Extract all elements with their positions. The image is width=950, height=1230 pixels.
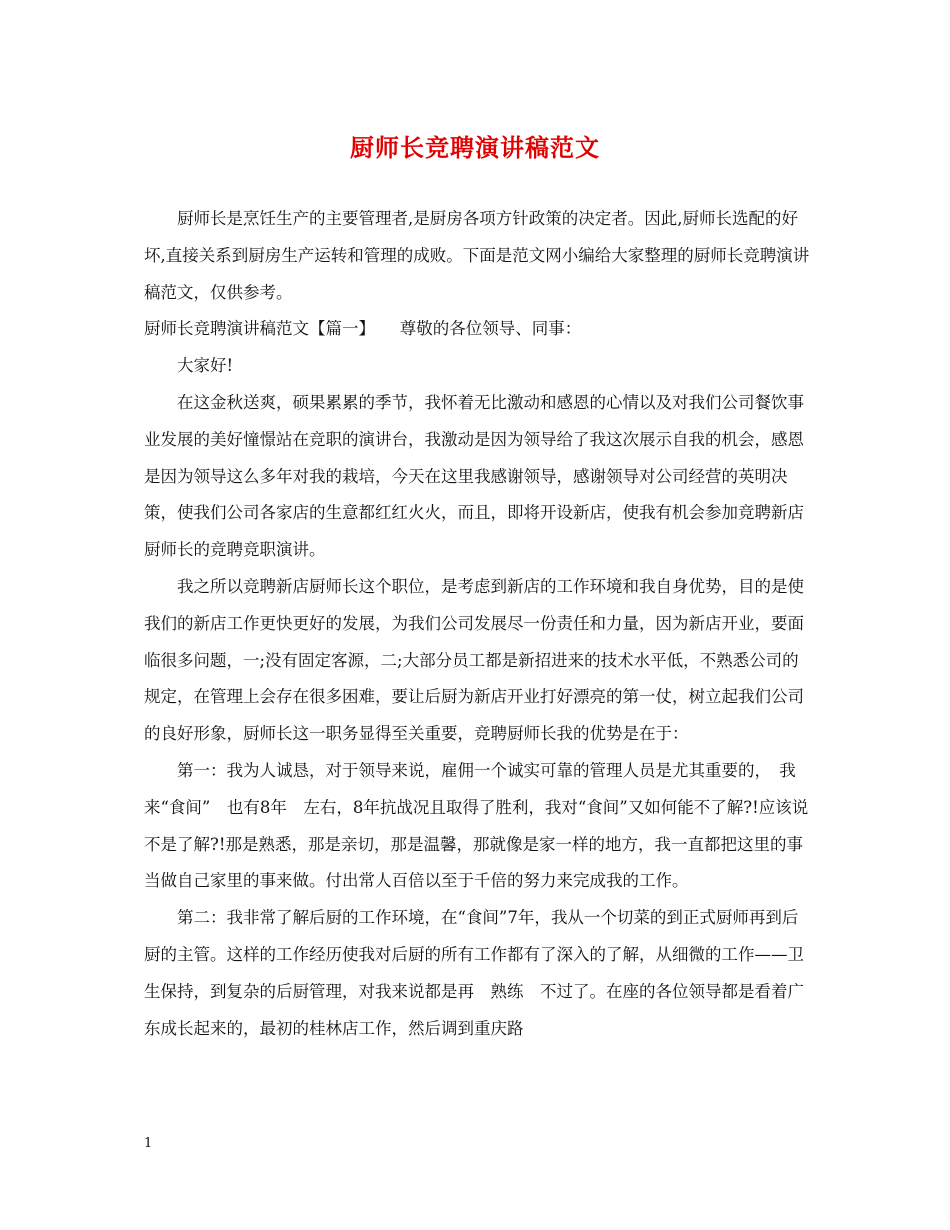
document-body — [144, 201, 812, 1047]
paragraph-point-one: 第一：我为人诚恳，对于领导来说，雇佣一个诚实可靠的管理人员是尤其重要的， 我来“食间” 也有8年 左右，8年抗战况且取得了胜利，我对“食间”又如何能不了解?!应该说不是了解?!那是熟悉，那是亲切，那是温馨，那就像是家一样的地方，我一直都把这里的事当做自己家里的事来做。付出常人百倍以至于千倍的努力来完成我的工作。 — [144, 760, 809, 891]
paragraph-point-two: 第二：我非常了解后厨的工作环境，在“食间”7年，我从一个切菜的到正式厨师再到后厨的主管。这样的工作经历使我对后厨的所有工作都有了深入的了解，从细微的工作——卫生保持，到复杂的后厨管理，对我来说都是再 熟练 不过了。在座的各位领导都是看着广东成长起来的，最初的桂林店工作，然后调到重庆路 — [144, 908, 804, 1038]
paragraph-reason: 我之所以竞聘新店厨师长这个职位，是考虑到新店的工作环境和我自身优势，目的是使我们的新店工作更快更好的发展，为我们公司发展尽一份责任和力量，因为新店开业，要面临很多问题，一;没有固定客源，二;大部分员工都是新招进来的技术水平低，不熟悉公司的规定，在管理上会存在很多困难，要让后厨为新店开业打好漂亮的第一仗，树立起我们公司的良好形象，厨师长这一职务显得至关重要，竞聘厨师长我的优势是在于： — [144, 576, 804, 744]
page-number: 1 — [144, 1136, 153, 1151]
paragraph-intro: 厨师长是烹饪生产的主要管理者,是厨房各项方针政策的决定者。因此,厨师长选配的好坏,直接关系到厨房生产运转和管理的成败。下面是范文网小编给大家整理的厨师长竞聘演讲稿范文，仅供参考。 — [144, 209, 810, 302]
paragraph-greeting: 大家好! — [177, 356, 234, 376]
document-title: 厨师长竞聘演讲稿范文 — [350, 133, 600, 162]
paragraph-section-heading: 厨师长竞聘演讲稿范文【篇一】 尊敬的各位领导、同事： — [144, 319, 582, 339]
paragraph-opening: 在这金秋送爽，硕果累累的季节，我怀着无比激动和感恩的心情以及对我们公司餐饮事业发展的美好憧憬站在竞职的演讲台，我激动是因为领导给了我这次展示自我的机会，感恩是因为领导这么多年对我的栽培，今天在这里我感谢领导，感谢领导对公司经营的英明决策，使我们公司各家店的生意都红红火火，而且，即将开设新店，使我有机会参加竞聘新店厨师长的竞聘竞职演讲。 — [144, 392, 804, 560]
